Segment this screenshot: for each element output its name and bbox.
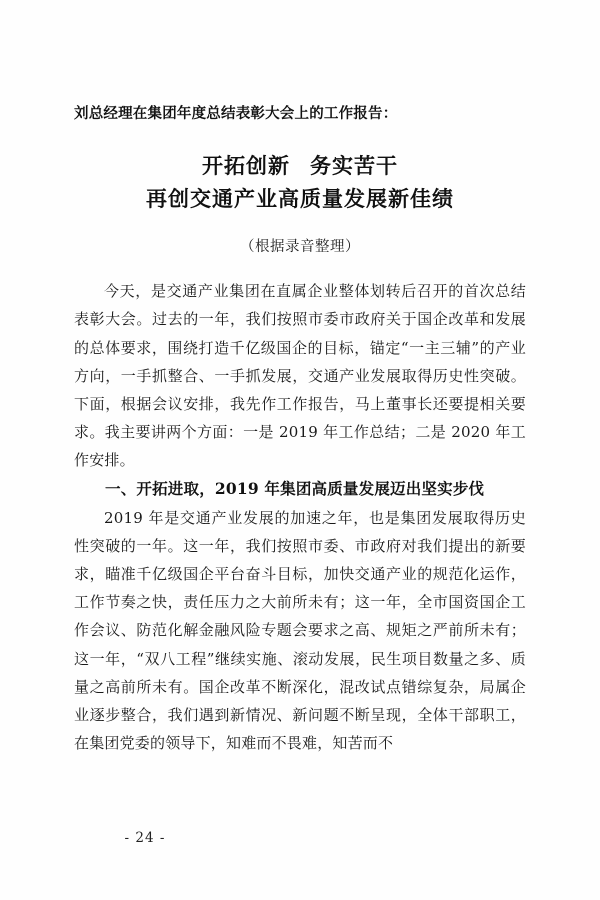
- page-number-text: - 24 -: [124, 830, 166, 846]
- document-title-block: [74, 150, 526, 215]
- document-title-line-2: 再创交通产业高质量发展新佳绩: [146, 185, 454, 211]
- document-title-part-2: 务实苦干: [310, 153, 398, 179]
- document-section-heading-1: 一、开拓进取，2019 年集团高质量发展迈出坚实步伐: [105, 479, 485, 499]
- document-title-part-1: 开拓创新: [202, 153, 290, 179]
- document-intro-heading: 刘总经理在集团年度总结表彰大会上的工作报告：: [74, 105, 398, 122]
- document-subnote: （根据录音整理）: [240, 239, 360, 256]
- document-paragraph-2: 2019 年是交通产业发展的加速之年，也是集团发展取得历史性突破的一年。这一年，我们按照市委、市政府对我们提出的新要求，瞄准千亿级国企平台奋斗目标，加快交通产业的规范化运作，工作节奏之快，责任压力之大前所未有；这一年，全市国资国企工作会议、防范化解金融风险专题会要求之高、规矩之严前所未有；这一年，“双八工程”继续实施、滚动发展，民生项目数量之多、质量之高前所未有。国企改革不断深化，混改试点错综复杂，局属企业逐步整合，我们遇到新情况、新问题不断呈现，全体干部职工，在集团党委的领导下，知难而不畏难，知苦而不: [74, 508, 526, 753]
- page-number: [0, 830, 600, 846]
- document-paragraph-1: 今天，是交通产业集团在直属企业整体划转后召开的首次总结表彰大会。过去的一年，我们按照市委市政府关于国企改革和发展的总体要求，围绕打造千亿级国企的目标，锚定“一主三辅”的产业方向，一手抓整合、一手抓发展，交通产业发展取得历史性突破。下面，根据会议安排，我先作工作报告，马上董事长还要提相关要求。我主要讲两个方面：一是 2019 年工作总结；二是 2020 年工作安排。: [74, 282, 526, 470]
- document-title-line-1: [74, 150, 526, 183]
